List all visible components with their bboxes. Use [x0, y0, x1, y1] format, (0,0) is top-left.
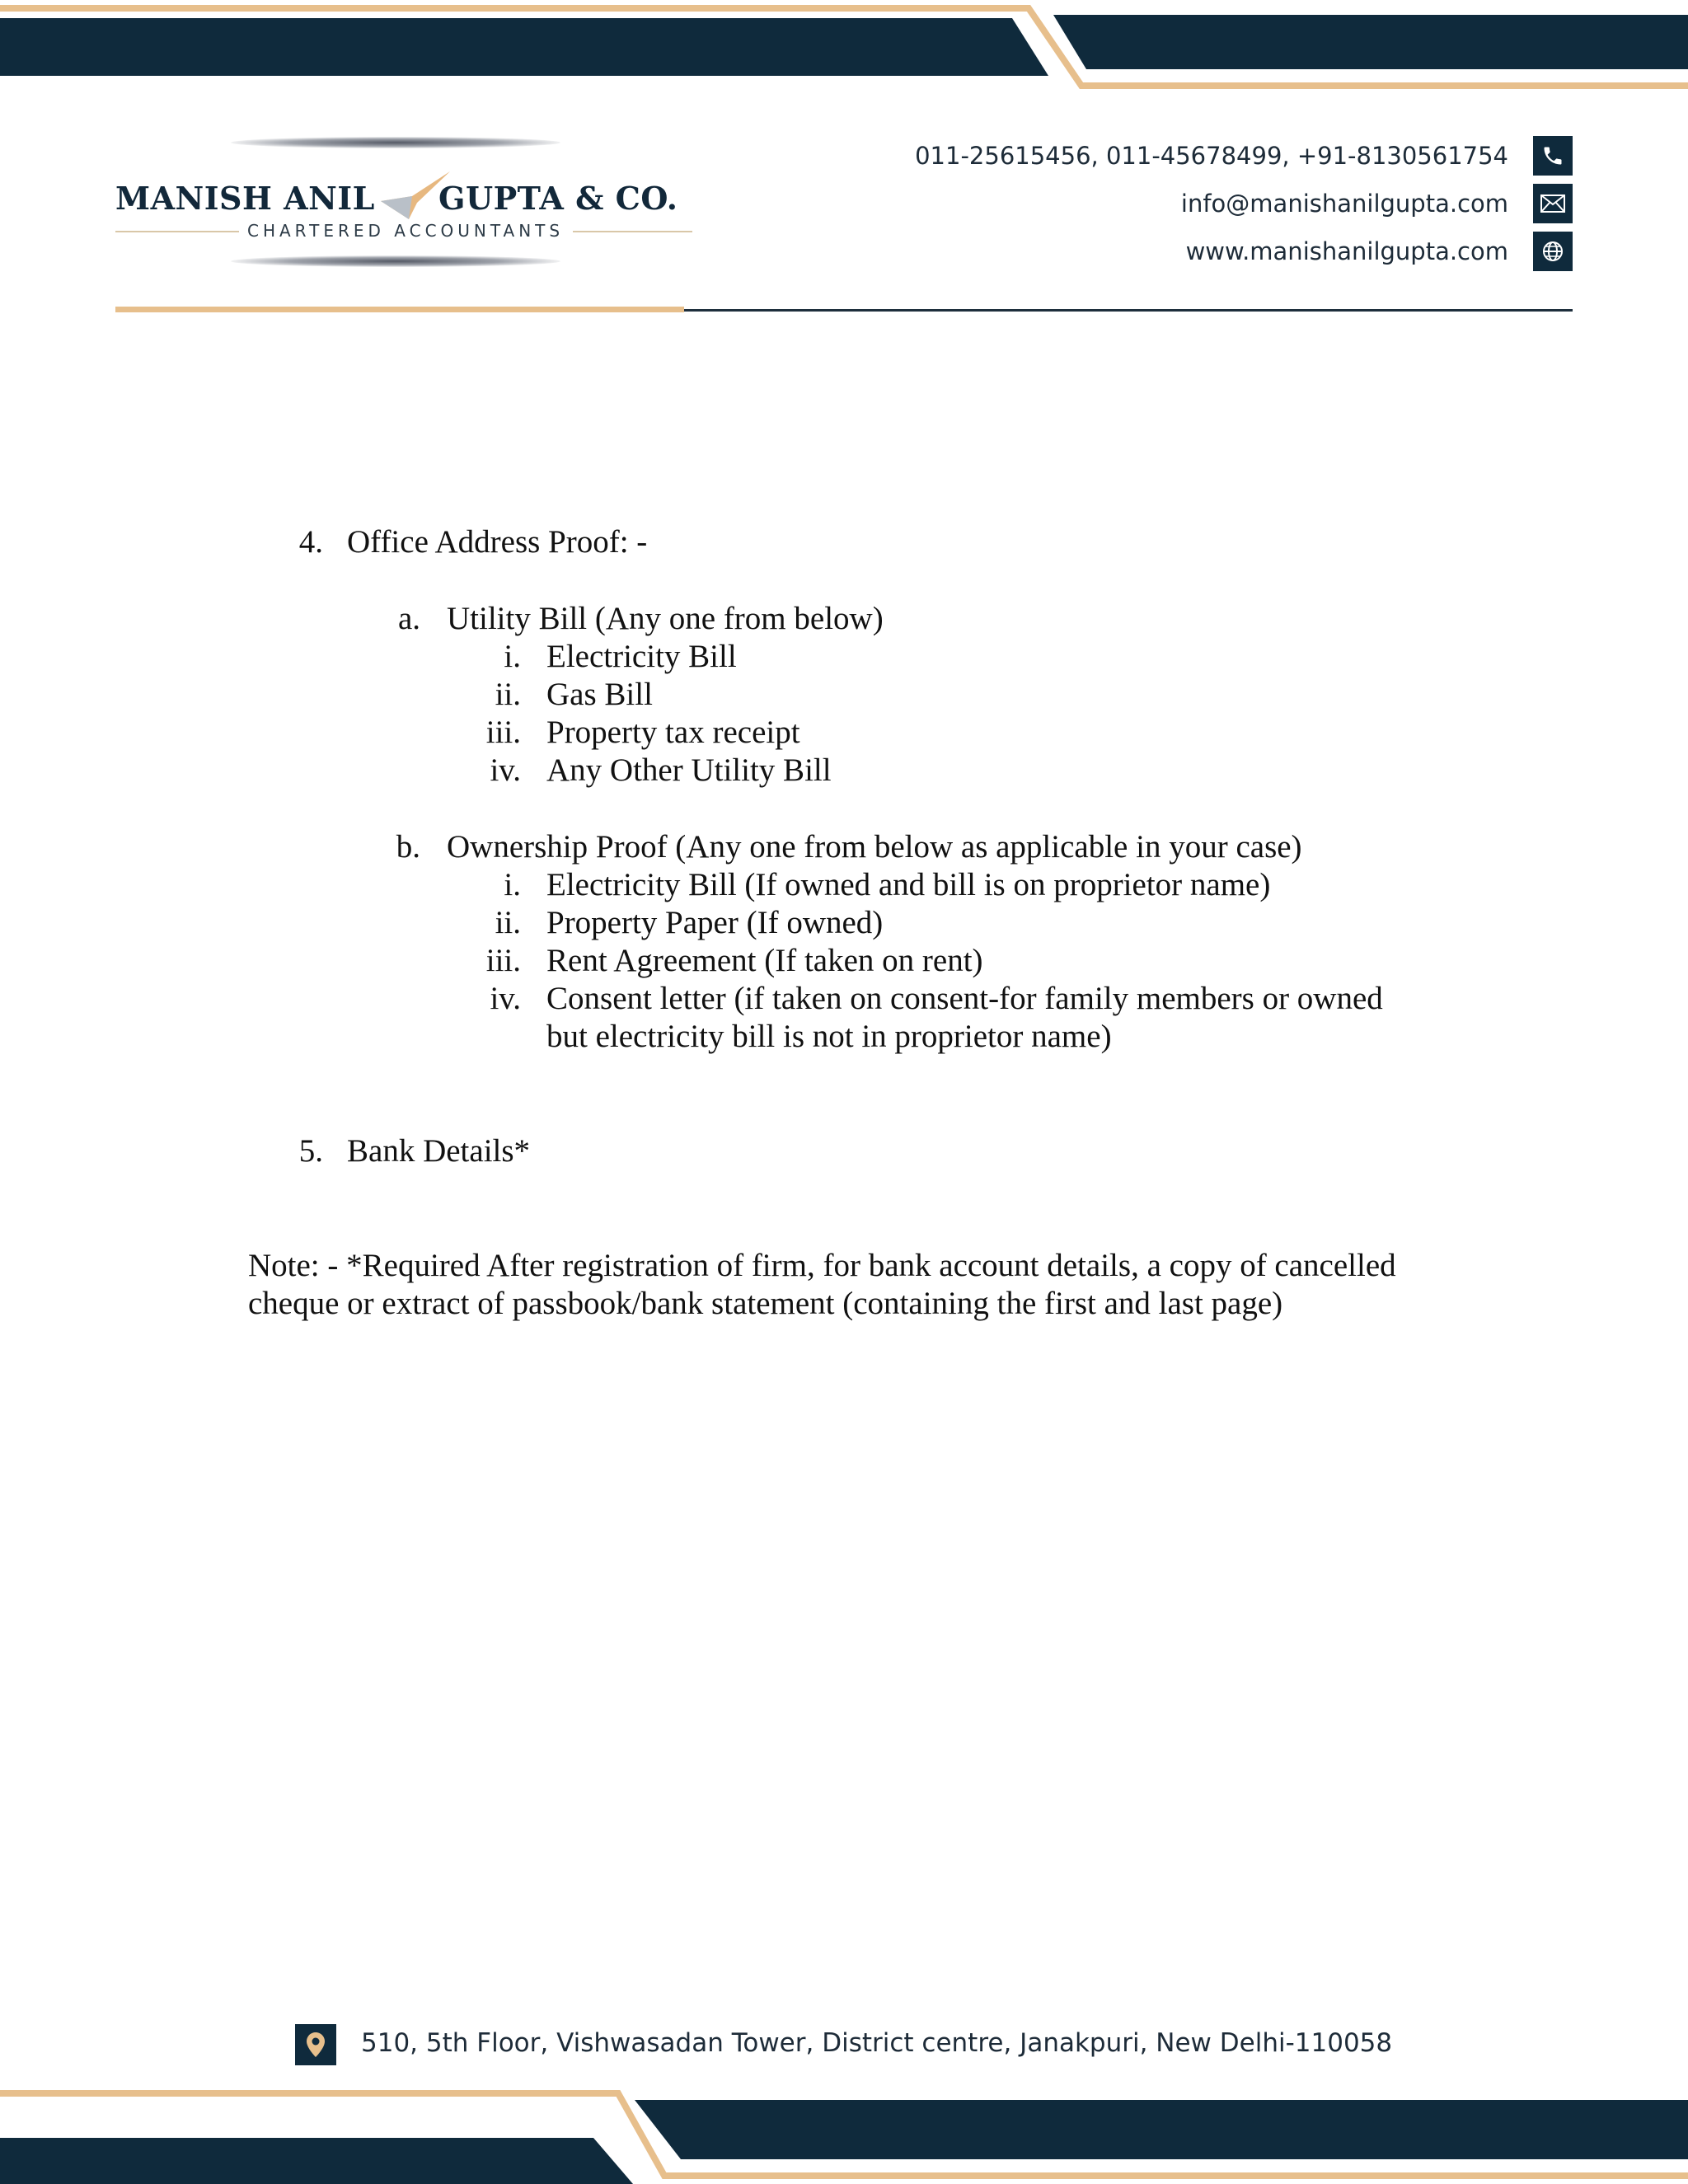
- section-4-title: Office Address Proof: -: [347, 524, 648, 560]
- footer-address: 510, 5th Floor, Vishwasadan Tower, District centre, Janakpuri, New Delhi-110058: [361, 2028, 1393, 2058]
- logo-name-left: MANISH ANIL: [115, 180, 375, 217]
- sub-b-item-text-continued: but electricity bill is not in proprietor name): [546, 1019, 1112, 1054]
- logo-name-right: GUPTA & CO.: [438, 180, 678, 217]
- header-divider-dark: [684, 309, 1573, 312]
- sub-a-item-text: Any Other Utility Bill: [546, 752, 832, 788]
- sub-a-item-text: Gas Bill: [546, 677, 653, 712]
- sub-b-marker: b.: [396, 829, 420, 865]
- sub-a-item-text: Electricity Bill: [546, 639, 737, 674]
- contact-email-row: [915, 180, 1573, 227]
- contact-website-row: [915, 227, 1573, 275]
- sub-b-item-text: Rent Agreement (If taken on rent): [546, 943, 983, 978]
- section-5-number: 5.: [298, 1133, 323, 1169]
- contact-email[interactable]: info@manishanilgupta.com: [1180, 190, 1508, 218]
- sub-b-item-marker: iv.: [490, 981, 521, 1016]
- contact-website[interactable]: www.manishanilgupta.com: [1185, 237, 1508, 265]
- sub-b-item-marker: i.: [504, 867, 521, 902]
- contact-phone-row: [915, 132, 1573, 180]
- header-banner: [0, 0, 1688, 91]
- company-logo: [115, 132, 692, 272]
- sub-a-item-text: Property tax receipt: [546, 715, 800, 750]
- sub-a-title: Utility Bill (Any one from below): [447, 601, 884, 636]
- logo-rule-left: [115, 231, 239, 232]
- note-line-2: cheque or extract of passbook/bank statement (containing the first and last page): [248, 1286, 1283, 1321]
- section-5-title: Bank Details*: [347, 1133, 531, 1169]
- sub-b-title: Ownership Proof (Any one from below as applicable in your case): [447, 829, 1302, 865]
- note-line-1: Note: - *Required After registration of firm, for bank account details, a copy of cancelled: [248, 1248, 1396, 1283]
- sub-a-item-marker: iv.: [490, 752, 521, 788]
- sub-a-marker: a.: [397, 601, 420, 636]
- logo-shade-top: [231, 137, 560, 148]
- footer-banner: [0, 2085, 1688, 2184]
- sub-b-item-text: Electricity Bill (If owned and bill is on proprietor name): [546, 867, 1271, 902]
- contact-phone: 011-25615456, 011-45678499, +91-8130561754: [915, 142, 1508, 170]
- location-pin-icon: [295, 2024, 336, 2065]
- sub-a-item-marker: ii.: [495, 677, 521, 712]
- logo-shade-bottom: [231, 255, 560, 267]
- phone-icon: [1533, 136, 1573, 176]
- logo-subtitle: CHARTERED ACCOUNTANTS: [247, 221, 565, 241]
- sub-b-item-marker: iii.: [485, 943, 521, 978]
- mail-icon: [1533, 184, 1573, 223]
- sub-a-item-marker: iii.: [485, 715, 521, 750]
- logo-rule-right: [573, 231, 692, 232]
- sub-b-item-marker: ii.: [495, 905, 521, 940]
- logo-check-mark-icon: [379, 165, 453, 223]
- section-4-number: 4.: [298, 524, 323, 560]
- header-divider-gold: [115, 307, 684, 312]
- globe-icon: [1533, 232, 1573, 271]
- sub-a-item-marker: i.: [504, 639, 521, 674]
- contact-block: [915, 132, 1573, 275]
- sub-b-item-text: Consent letter (if taken on consent-for family members or owned: [546, 981, 1383, 1016]
- sub-b-item-text: Property Paper (If owned): [546, 905, 884, 940]
